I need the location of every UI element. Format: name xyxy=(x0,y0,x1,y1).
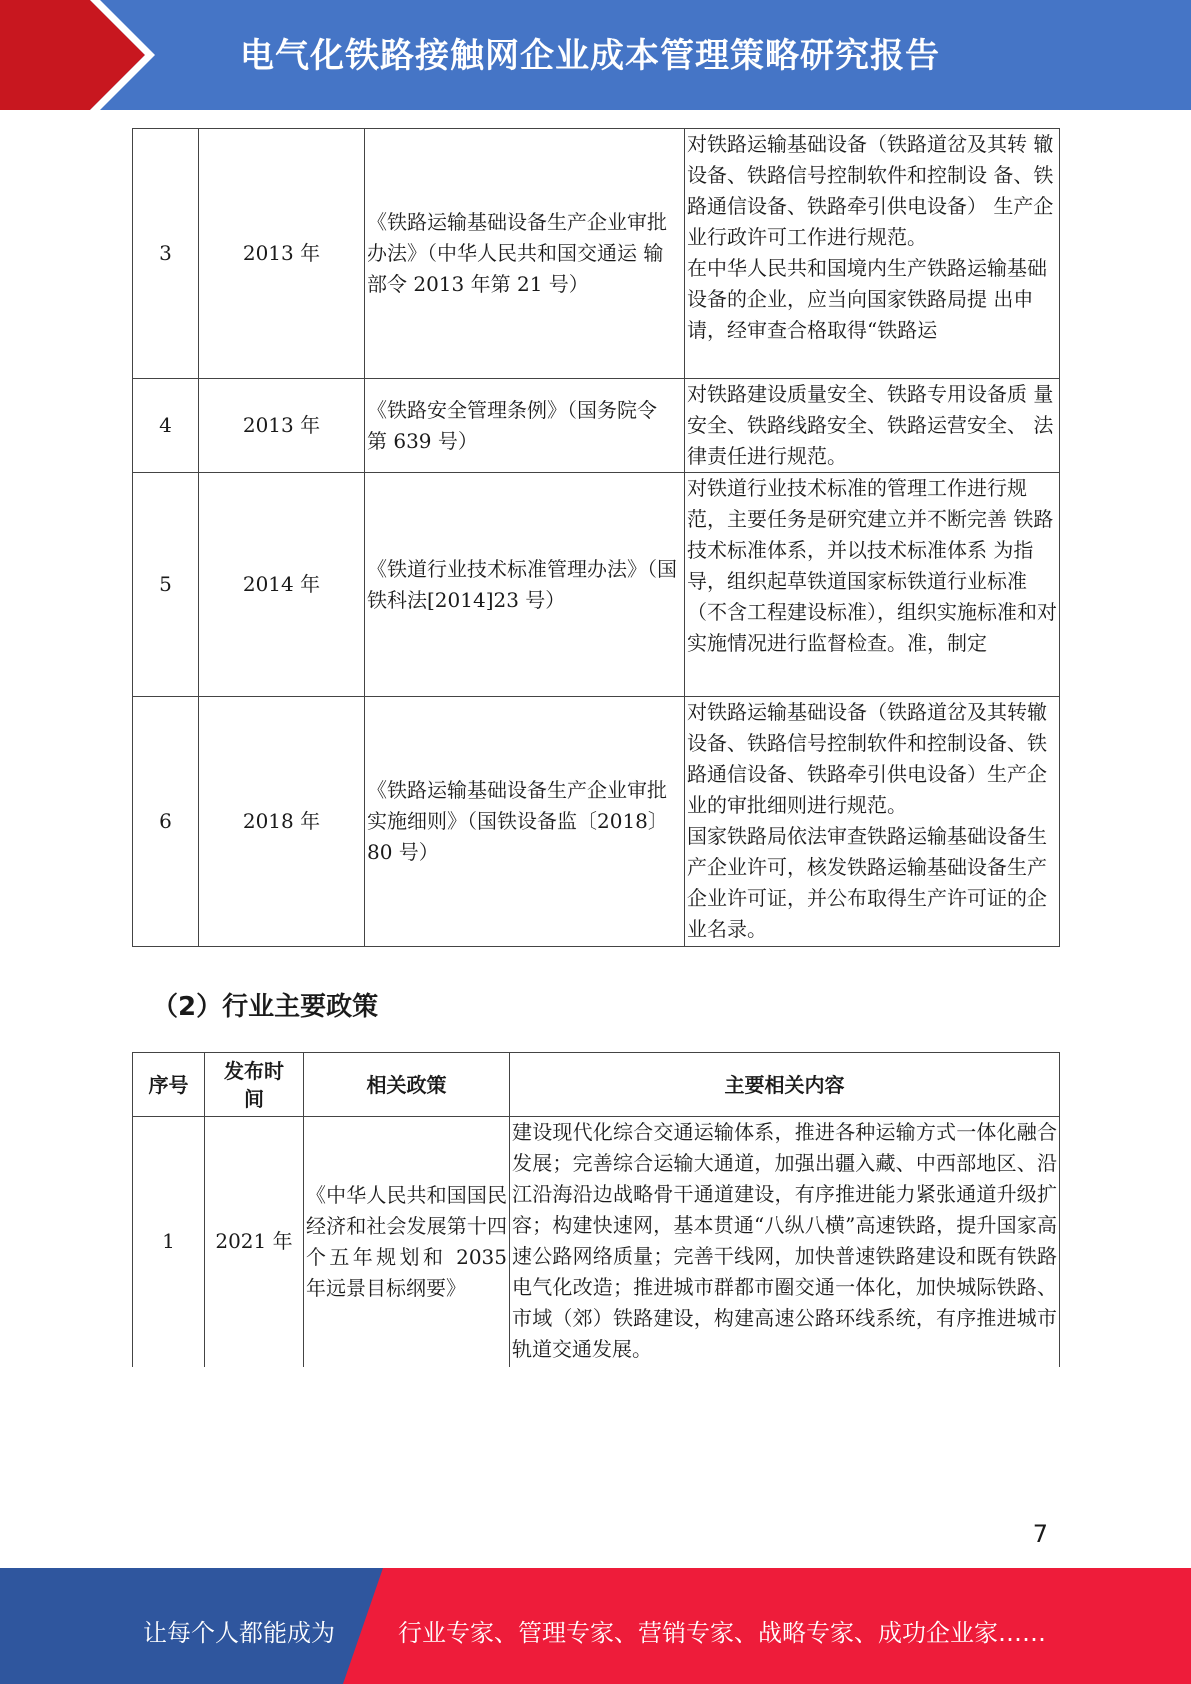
row-number: 4 xyxy=(133,379,199,473)
table-row xyxy=(133,379,1060,473)
row-year: 2013 年 xyxy=(199,129,365,379)
content-paragraph: 在中华人民共和国境内生产铁路运输基础设备的企业，应当向国家铁路局提 出申请，经审查合格取得“铁路运 xyxy=(687,256,1047,342)
page-number: 7 xyxy=(1032,1520,1048,1548)
content-paragraph: 对铁路运输基础设备（铁路道岔及其转辙设备、铁路信号控制软件和控制设备、铁路通信设备、铁路牵引供电设备）生产企业的审批细则进行规范。 xyxy=(687,700,1047,817)
row-number: 3 xyxy=(133,129,199,379)
table-row xyxy=(133,129,1060,379)
header-time: 发布时间 xyxy=(205,1053,304,1117)
regulations-table xyxy=(132,128,1060,947)
header-policy: 相关政策 xyxy=(304,1053,510,1117)
header-number: 序号 xyxy=(133,1053,205,1117)
row-regulation: 《铁路运输基础设备生产企业审批办法》（中华人民共和国交通运 输部令 2013 年第 21 号） xyxy=(365,129,685,379)
row-number: 5 xyxy=(133,473,199,697)
row-content: 建设现代化综合交通运输体系，推进各种运输方式一体化融合发展；完善综合运输大通道，加强出疆入藏、中西部地区、沿江沿海沿边战略骨干通道建设，有序推进能力紧张通道升级扩容；构建快速网，基本贯通“八纵八横”高速铁路，提升国家高速公路网络质量；完善干线网，加快普速铁路建设和既有铁路电气化改造；推进城市群都市圈交通一体化，加快城际铁路、市域（郊）铁路建设，构建高速公路环线系统，有序推进城市轨道交通发展。 xyxy=(510,1117,1060,1367)
row-content xyxy=(685,473,1060,697)
content-paragraph: 对铁道行业技术标准的管理工作进行规范，主要任务是研究建立并不断完善 铁路技术标准体系，并以技术标准体系 为指导，组织起草铁道国家标铁道行业标准（不含工程建设标准），组织实施标准和对实施情况进行监督检查。准，制定 xyxy=(687,476,1057,655)
row-year: 2013 年 xyxy=(199,379,365,473)
row-content xyxy=(685,379,1060,473)
row-year: 2018 年 xyxy=(199,697,365,947)
row-policy: 《中华人民共和国国民经济和社会发展第十四个五年规划和 2035 年远景目标纲要》 xyxy=(304,1117,510,1367)
header-content: 主要相关内容 xyxy=(510,1053,1060,1117)
footer-slogan-right: 行业专家、管理专家、营销专家、战略专家、成功企业家…… xyxy=(398,1619,1046,1647)
header-arrow-decoration xyxy=(0,0,160,110)
table-header-row xyxy=(133,1053,1060,1117)
page-header xyxy=(0,0,1191,110)
footer-slogan-left: 让每个人都能成为 xyxy=(143,1619,335,1647)
table-row xyxy=(133,697,1060,947)
row-content xyxy=(685,129,1060,379)
row-number: 6 xyxy=(133,697,199,947)
policy-table xyxy=(132,1052,1060,1367)
row-year: 2014 年 xyxy=(199,473,365,697)
row-number: 1 xyxy=(133,1117,205,1367)
row-regulation: 《铁路运输基础设备生产企业审批实施细则》（国铁设备监〔2018〕 80 号） xyxy=(365,697,685,947)
content-paragraph: 对铁路建设质量安全、铁路专用设备质 量安全、铁路线路安全、铁路运营安全、 法律责任进行规范。 xyxy=(687,382,1054,468)
page-footer xyxy=(0,1568,1191,1684)
content-paragraph: 国家铁路局依法审查铁路运输基础设备生产企业许可，核发铁路运输基础设备生产企业许可证，并公布取得生产许可证的企业名录。 xyxy=(687,824,1047,941)
table-row xyxy=(133,473,1060,697)
report-title: 电气化铁路接触网企业成本管理策略研究报告 xyxy=(240,36,940,76)
content-paragraph: 对铁路运输基础设备（铁路道岔及其转 辙设备、铁路信号控制软件和控制设 备、铁路通信设备、铁路牵引供电设备） 生产企业行政许可工作进行规范。 xyxy=(687,132,1054,249)
row-regulation: 《铁路安全管理条例》（国务院令 第 639 号） xyxy=(365,379,685,473)
row-content xyxy=(685,697,1060,947)
row-year: 2021 年 xyxy=(205,1117,304,1367)
row-regulation: 《铁道行业技术标准管理办法》（国铁科法[2014]23 号） xyxy=(365,473,685,697)
table-row xyxy=(133,1117,1060,1367)
section-title: （2）行业主要政策 xyxy=(152,992,379,1022)
